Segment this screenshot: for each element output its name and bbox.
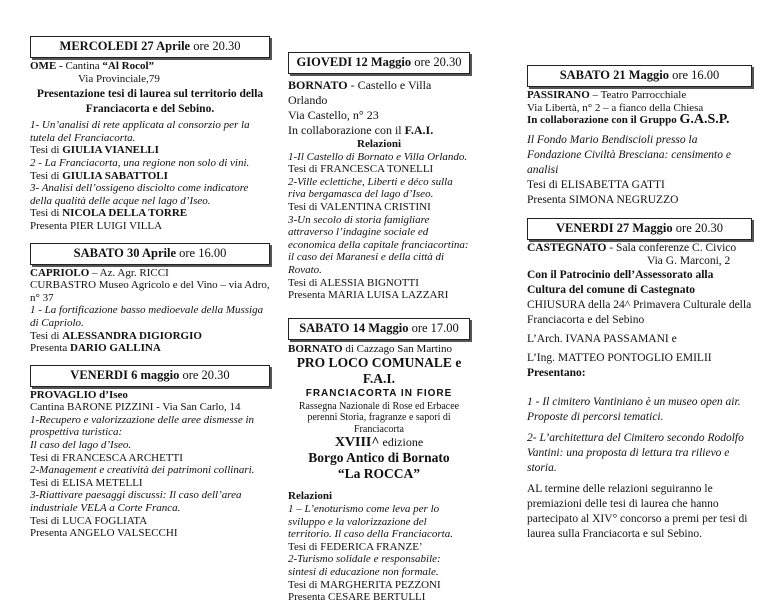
header-venerdi-27-maggio: VENERDI 27 Maggio ore 20.30 [527, 218, 752, 240]
column-1 [30, 0, 270, 540]
column-3 [527, 0, 752, 542]
header-sabato-14-maggio: SABATO 14 Maggio ore 17.00 [288, 318, 470, 340]
event-passirano: PASSIRANO – Teatro Parrocchiale Via Libertà, n° 2 – a fianco della Chiesa In collaborazione con il Gruppo G.A.S.P. Il Fondo Mario Bendiscioli presso la Fondazione Civiltà Bresciana: censimento e analisi Tesi di ELISABETTA GATTI Presenta SIMONA NEGRUZZO [527, 89, 731, 206]
column-2 [288, 0, 470, 604]
event-bornato-rocca: BORNATO di Cazzago San Martino PRO LOCO COMUNALE e F.A.I. FRANCIACORTA IN FIORE Rassegna Nazionale di Rose ed Erbacee perenni Storia, fragranze e sapori di Franciacorta XVIII^ edizione Borgo Antico di Bornato “La ROCCA” Relazioni 1 – L’enoturismo come leva per lo sviluppo e la valorizzazione del territorio. Il caso della Franciacorta. Tesi di FEDERICA FRANZE’ 2-Turismo solidale e responsabile: sintesi di educazione non formale. Tesi di MARGHERITA PEZZONI Presenta CESARE BERTULLI [288, 342, 462, 604]
event-bornato-castello: BORNATO - Castello e Villa Orlando Via Castello, n° 23 In collaborazione con il F.A.I. Relazioni 1-Il Castello di Bornato e Villa Orlando. Tesi di FRANCESCA TONELLI 2-Ville eclettiche, Liberti e déco sulla riva bergamasca del lago d’Iseo. Tesi di VALENTINA CRISTINI 3-Un secolo di storia famigliare attraverso l’indagine sociale ed economica della capitale franciacortina: il caso dei Maranesi e della città di Rovato. Tesi di ALESSIA BIGNOTTI Presenta MARIA LUISA LAZZARI [288, 78, 469, 302]
header-mercoledi-27-aprile: MERCOLEDI 27 Aprile ore 20.30 [30, 36, 270, 58]
event-castegnato: CASTEGNATO - Sala conferenze C. Civico Via G. Marconi, 2 Con il Patrocinio dell’Assessorato alla Cultura del comune di Castegnato CHIUSURA della 24^ Primavera Culturale della Franciacorta e del Sebino L’Arch. IVANA PASSAMANI e L’Ing. MATTEO PONTOGLIO EMILII Presentano: 1 - Il cimitero Vantiniano è un museo open air. Proposte di percorsi tematici. 2- L’architettura del Cimitero secondo Rodolfo Vantini: una proposta di lettura tra rilievo e storia. AL termine delle relazioni seguiranno le premiazioni delle tesi di laurea che hanno partecipato al XIV° concorso a premi per tesi di laurea sulla Franciacorta e sul Sebino. [527, 241, 752, 540]
header-sabato-30-aprile: SABATO 30 Aprile ore 16.00 [30, 243, 270, 265]
event-provaglio: PROVAGLIO d’Iseo Cantina BARONE PIZZINI - Via San Carlo, 14 1-Recupero e valorizzazione delle aree dismesse in prospettiva turistica: Il caso del lago d’Iseo. Tesi di FRANCESCA ARCHETTI 2-Management e creatività dei patrimoni collinari. Tesi di ELISA METELLI 3-Riattivare paesaggi discussi: Il caso dell’area industriale VELA a Corte Franca. Tesi di LUCA FOGLIATA Presenta ANGELO VALSECCHI [30, 388, 255, 540]
event-capriolo: CAPRIOLO – Az. Agr. RICCI CURBASTRO Museo Agricolo e del Vino – via Adro, n° 37 1 - La fortificazione basso medioevale della Mussiga di Capriolo. Tesi di ALESSANDRA DIGIORGIO Presenta DARIO GALLINA [30, 266, 270, 355]
event-ome: OME - Cantina “Al Rocol” Via Provinciale,79 Presentazione tesi di laurea sul territorio della Franciacorta e del Sebino. 1- Un’analisi di rete applicata al consorzio per la tutela del Franciacorta. Tesi di GIULIA VIANELLI 2 - La Franciacorta, una regione non solo di vini. Tesi di GIULIA SABATTOLI 3- Analisi dell’ossigeno disciolto come indicatore della qualità delle acque nel lago d’Iseo. Tesi di NICOLA DELLA TORRE Presenta PIER LUIGI VILLA [30, 60, 264, 232]
header-giovedi-12-maggio: GIOVEDI 12 Maggio ore 20.30 [288, 52, 470, 74]
header-sabato-21-maggio: SABATO 21 Maggio ore 16.00 [527, 65, 752, 87]
header-venerdi-6-maggio: VENERDI 6 maggio ore 20.30 [30, 365, 270, 387]
